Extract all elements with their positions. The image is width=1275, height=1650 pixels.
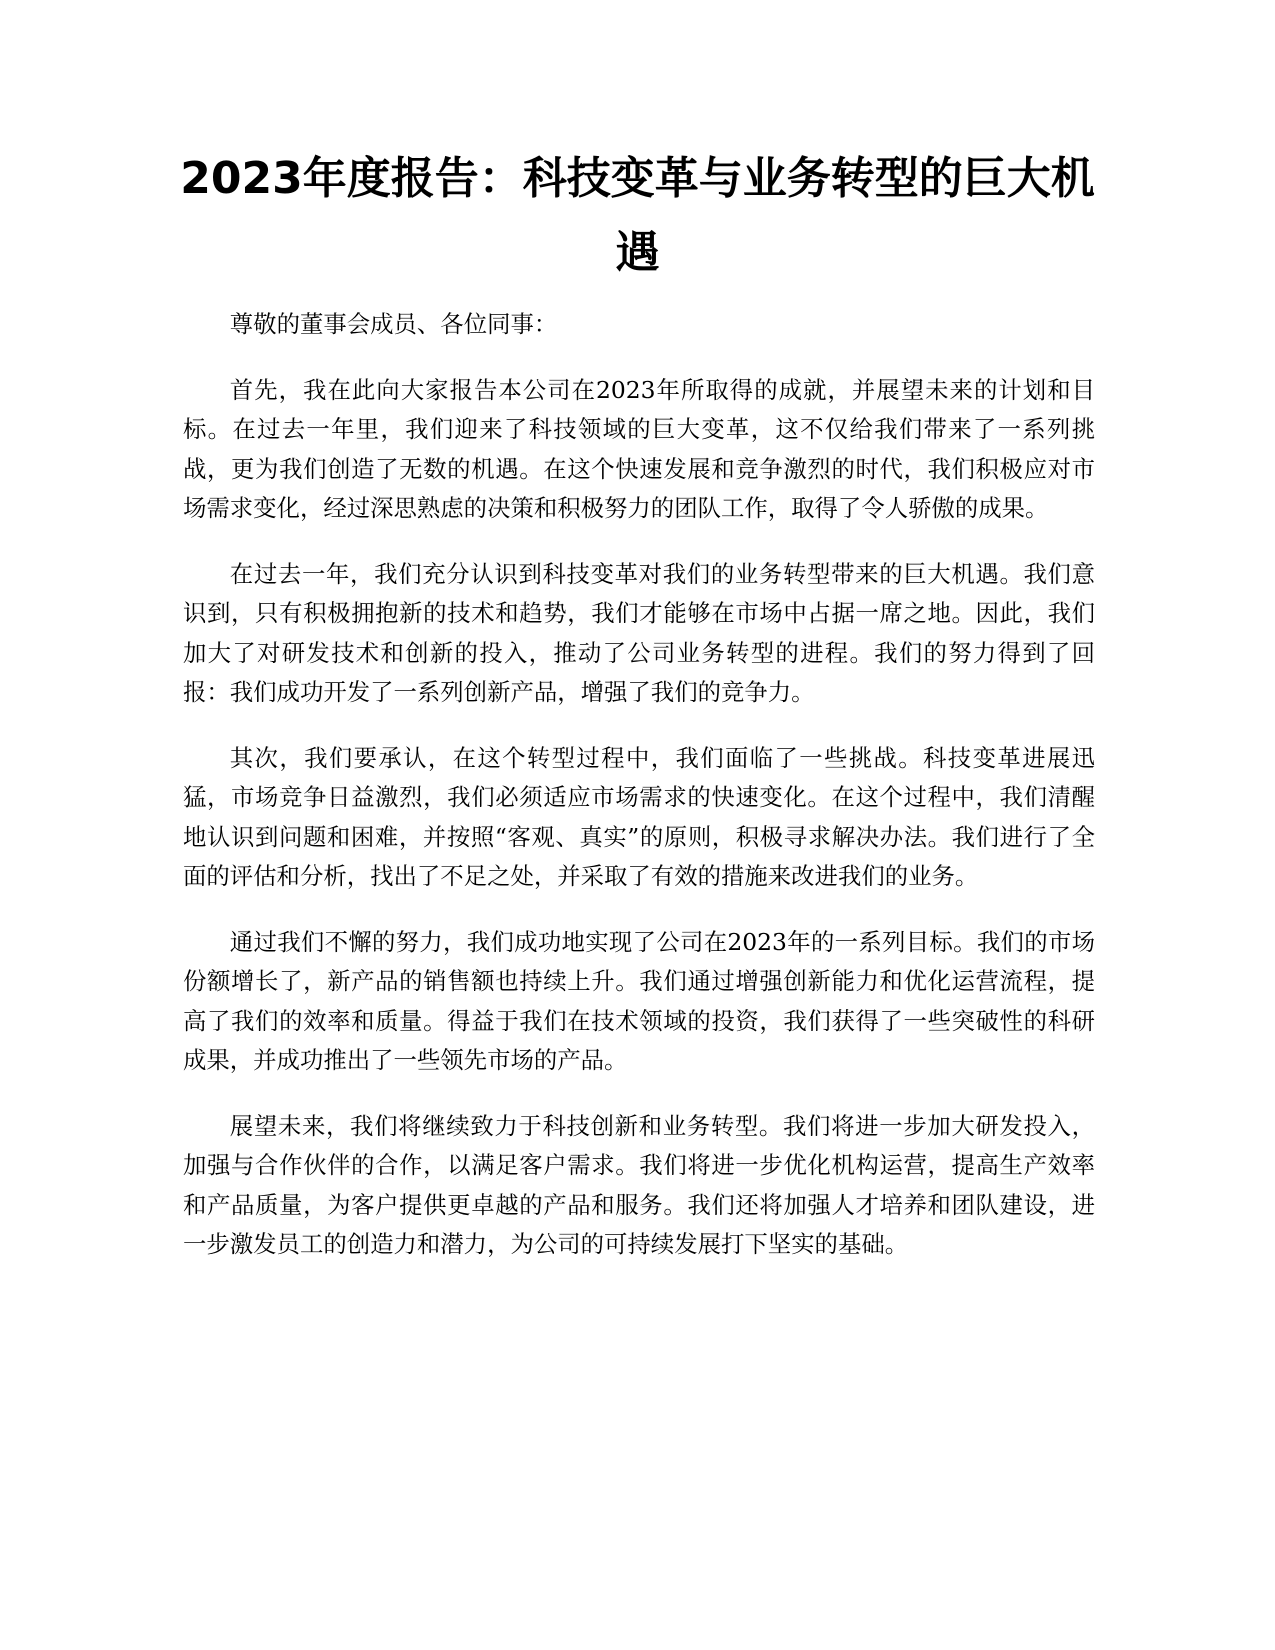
body-paragraph: 通过我们不懈的努力，我们成功地实现了公司在2023年的一系列目标。我们的市场份额增长了，新产品的销售额也持续上升。我们通过增强创新能力和优化运营流程，提高了我们的效率和质量。得益于我们在技术领域的投资，我们获得了一些突破性的科研成果，并成功推出了一些领先市场的产品。 bbox=[183, 927, 1095, 1074]
document-title: 2023年度报告：科技变革与业务转型的巨大机遇 bbox=[180, 153, 1095, 278]
body-paragraph: 展望未来，我们将继续致力于科技创新和业务转型。我们将进一步加大研发投入，加强与合作伙伴的合作，以满足客户需求。我们将进一步优化机构运营，提高生产效率和产品质量，为客户提供更卓越的产品和服务。我们还将加强人才培养和团队建设，进一步激发员工的创造力和潜力，为公司的可持续发展打下坚实的基础。 bbox=[183, 1111, 1095, 1258]
body-paragraph: 在过去一年，我们充分认识到科技变革对我们的业务转型带来的巨大机遇。我们意识到，只有积极拥抱新的技术和趋势，我们才能够在市场中占据一席之地。因此，我们加大了对研发技术和创新的投入，推动了公司业务转型的进程。我们的努力得到了回报：我们成功开发了一系列创新产品，增强了我们的竞争力。 bbox=[183, 559, 1095, 706]
body-paragraph: 其次，我们要承认，在这个转型过程中，我们面临了一些挑战。科技变革进展迅猛，市场竞争日益激烈，我们必须适应市场需求的快速变化。在这个过程中，我们清醒地认识到问题和困难，并按照“客观、真实”的原则，积极寻求解决办法。我们进行了全面的评估和分析，找出了不足之处，并采取了有效的措施来改进我们的业务。 bbox=[183, 743, 1095, 890]
salutation-paragraph: 尊敬的董事会成员、各位同事： bbox=[229, 310, 558, 338]
body-paragraph: 首先，我在此向大家报告本公司在2023年所取得的成就，并展望未来的计划和目标。在过去一年里，我们迎来了科技领域的巨大变革，这不仅给我们带来了一系列挑战，更为我们创造了无数的机遇。在这个快速发展和竞争激烈的时代，我们积极应对市场需求变化，经过深思熟虑的决策和积极努力的团队工作，取得了令人骄傲的成果。 bbox=[183, 375, 1095, 522]
document-body bbox=[183, 305, 1095, 1291]
